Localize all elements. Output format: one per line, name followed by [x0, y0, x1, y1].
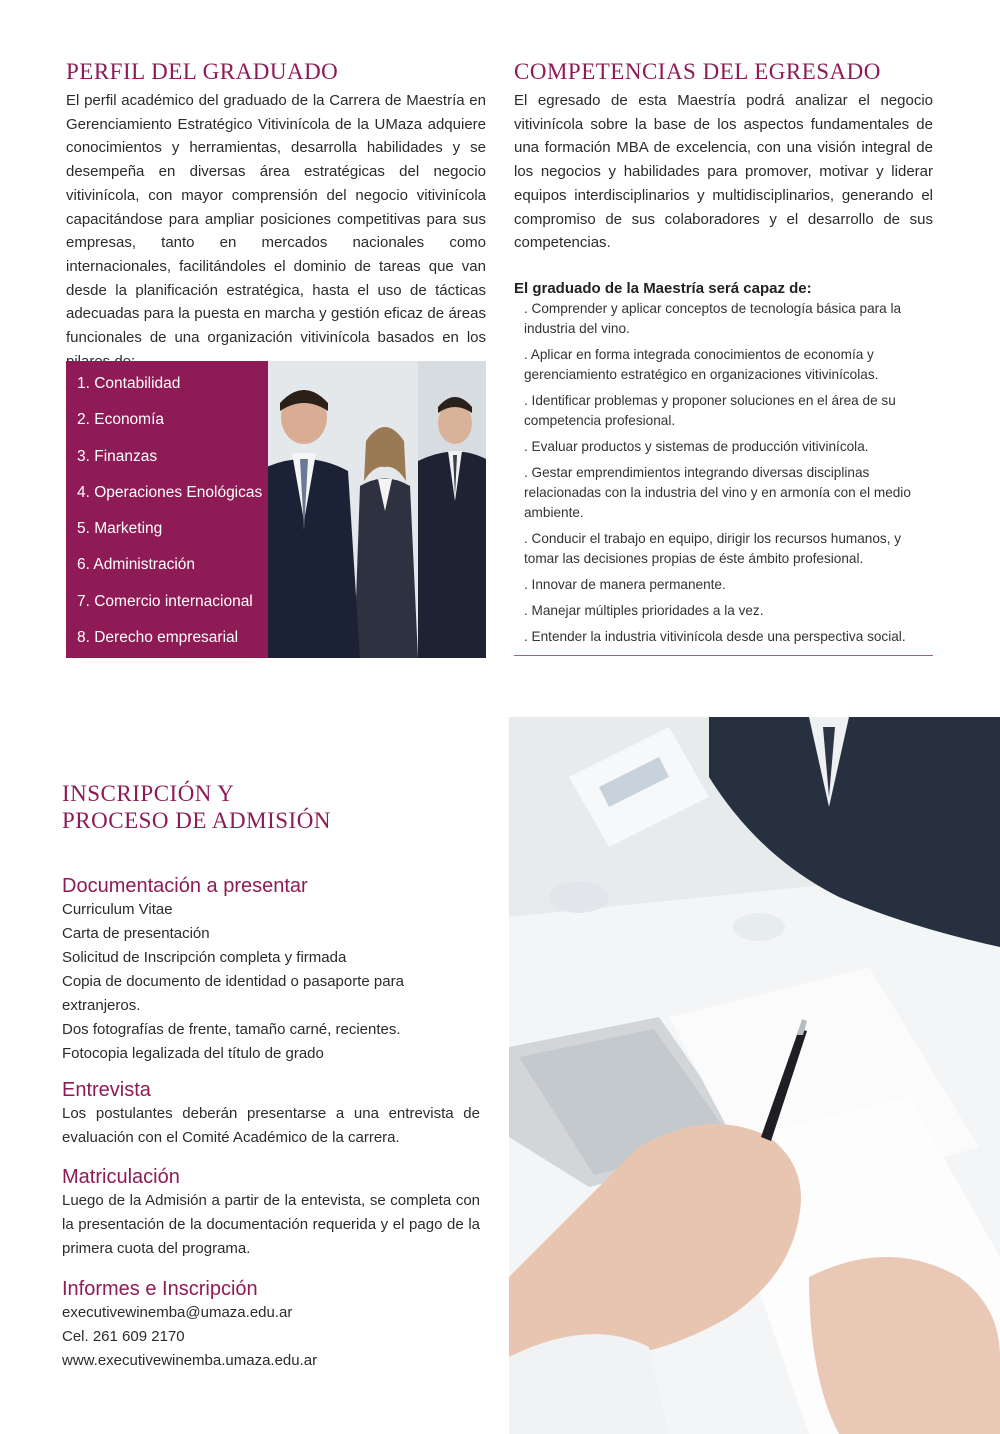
inscripcion-title-line2: PROCESO DE ADMISIÓN — [62, 808, 331, 833]
pillar-item: 2. Economía — [77, 411, 165, 429]
competencias-section — [514, 58, 933, 652]
contact-email: executivewinemba@umaza.edu.ar — [62, 1303, 293, 1321]
business-team-photo — [268, 361, 486, 658]
matriculacion-text: Luego de la Admisión a partir de la entevista, se completa con la presentación de la documentación requerida y el pago de la primera cuota del programa. — [62, 1192, 480, 1257]
capaz-item: . Evaluar productos y sistemas de producción vitivinícola. — [524, 438, 869, 454]
documentacion-item: Solicitud de Inscripción completa y firmada — [62, 949, 347, 966]
capaz-title: El graduado de la Maestría será capaz de: — [514, 279, 812, 297]
documentacion-item: Carta de presentación — [62, 925, 210, 942]
capaz-list — [514, 299, 933, 647]
pillar-item: 8. Derecho empresarial — [77, 629, 239, 647]
pillar-item: 6. Administración — [77, 556, 196, 574]
meeting-photo — [509, 717, 1000, 1434]
documentacion-item: Curriculum Vitae — [62, 901, 173, 918]
capaz-item: . Identificar problemas y proponer soluciones en el área de su competencia profesional. — [524, 392, 896, 429]
entrevista-title: Entrevista — [62, 1079, 151, 1101]
capaz-item: . Aplicar en forma integrada conocimientos de economía y gerenciamiento estratégico en organizaciones vitivinícolas. — [524, 346, 879, 383]
contact-website: www.executivewinemba.umaza.edu.ar — [62, 1351, 318, 1369]
documentacion-list — [62, 898, 480, 1066]
competencias-title: COMPETENCIAS DEL EGRESADO — [514, 59, 881, 84]
capaz-item: . Comprender y aplicar conceptos de tecnología básica para la industria del vino. — [524, 300, 902, 337]
documentacion-item: Fotocopia legalizada del título de grado — [62, 1045, 324, 1062]
informes-title: Informes e Inscripción — [62, 1277, 258, 1300]
pillar-item: 7. Comercio internacional — [77, 592, 253, 610]
documentacion-item: Copia de documento de identidad o pasaporte para — [62, 973, 404, 990]
contact-phone: Cel. 261 609 2170 — [62, 1327, 185, 1345]
capaz-item: . Entender la industria vitivinícola desde una perspectiva social. — [524, 628, 906, 644]
capaz-item: . Innovar de manera permanente. — [524, 576, 726, 592]
pillars-box — [66, 361, 486, 658]
matriculacion-title: Matriculación — [62, 1166, 180, 1189]
capaz-item: . Conducir el trabajo en equipo, dirigir los recursos humanos, y tomar las decisiones propias de éste ámbito profesional. — [524, 530, 902, 567]
perfil-title: PERFIL DEL GRADUADO — [66, 59, 339, 84]
pillar-item: 4. Operaciones Enológicas — [77, 483, 263, 501]
pillar-item: 3. Finanzas — [77, 447, 158, 465]
meeting-illustration — [509, 717, 1000, 1434]
inscripcion-title-line1: INSCRIPCIÓN Y — [62, 781, 235, 806]
documentacion-item: Dos fotografías de frente, tamaño carné, recientes. — [62, 1021, 401, 1038]
capaz-item: . Manejar múltiples prioridades a la vez. — [524, 602, 764, 618]
business-team-illustration — [268, 361, 486, 658]
inscripcion-section — [62, 780, 480, 1373]
perfil-section — [66, 58, 486, 373]
documentacion-title: Documentación a presentar — [62, 875, 308, 897]
entrevista-text: Los postulantes deberán presentarse a una entrevista de evaluación con el Comité Académico de la carrera. — [62, 1105, 480, 1146]
competencias-paragraph: El egresado de esta Maestría podrá analizar el negocio vitivinícola sobre la base de los aspectos fundamentales de una formación MBA de excelencia, con una visión integral de los negocios y habilidades para promover, motivar y liderar equipos interdisciplinarios y multidisciplinarios, generando el compromiso de sus colaboradores y el desarrollo de sus competencias. — [514, 92, 933, 252]
capaz-item: . Gestar emprendimientos integrando diversas disciplinas relacionadas con la industria del vino y en armonía con el medio ambiente. — [524, 464, 911, 521]
informes-contact — [62, 1301, 480, 1373]
pillar-item: 5. Marketing — [77, 520, 163, 538]
pillar-item: 1. Contabilidad — [77, 375, 181, 392]
inscripcion-title — [62, 780, 480, 834]
section-divider — [514, 655, 933, 656]
perfil-paragraph: El perfil académico del graduado de la Carrera de Maestría en Gerenciamiento Estratégico Vitivinícola de la UMaza adquiere conocimientos y herramientas, desarrolla habilidades y se desempeña en diversas área estratégicas del negocio vitivinícola, con mayor comprensión del negocio vitivinícola capacitándose para ampliar posiciones competitivas para sus empresas, tanto en mercados nacionales como internacionales, facilitándoles el dominio de tareas que van desde la planificación estratégica, hasta el uso de tácticas adecuadas para la puesta en marcha y gestión eficaz de áreas funcionales de una organización vitivinícola basados en los — [66, 92, 486, 347]
documentacion-item: extranjeros. — [62, 997, 141, 1014]
